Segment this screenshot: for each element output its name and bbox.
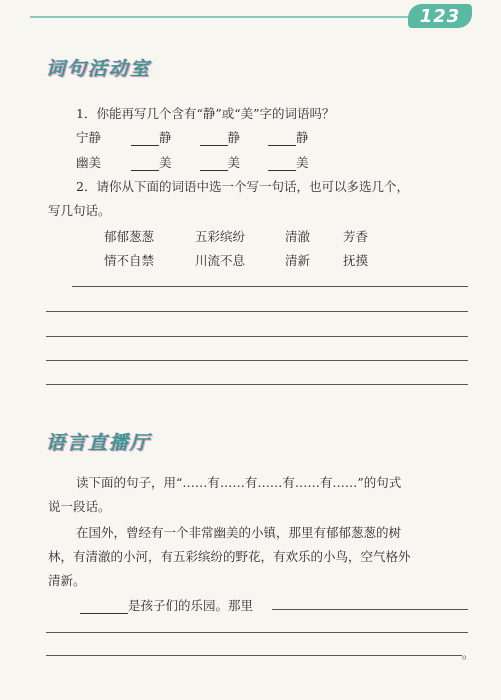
vocab-word: 五彩缤纷: [195, 229, 246, 244]
writing-line[interactable]: [46, 655, 462, 656]
writing-line[interactable]: [46, 632, 468, 633]
place-name-blank[interactable]: [80, 600, 128, 614]
end-period: 。: [462, 646, 475, 661]
answer-blank[interactable]: [200, 157, 228, 171]
section-title-language-broadcast: 语言直播厅: [46, 432, 152, 454]
instruction-line-2: 说一段话。: [48, 499, 111, 514]
vocab-word: 郁郁葱葱: [104, 229, 155, 244]
vocab-word: 抚摸: [343, 253, 369, 268]
fill-row-mei: [76, 153, 309, 171]
blank-suffix: 静: [296, 130, 309, 145]
page-number: 123: [419, 5, 461, 27]
blank-suffix: 静: [159, 130, 172, 145]
answer-blank[interactable]: [131, 132, 159, 146]
example-word: 幽美: [76, 155, 102, 170]
blank-suffix: 美: [159, 155, 172, 170]
example-word: 宁静: [76, 130, 102, 145]
section-title-word-activity: 词句活动室: [46, 58, 152, 80]
question-2-line-2: 写几句话。: [48, 203, 111, 218]
writing-line[interactable]: [72, 286, 468, 287]
vocab-word: 川流不息: [195, 253, 246, 268]
blank-suffix: 静: [227, 130, 241, 145]
writing-line[interactable]: [46, 360, 468, 361]
example-paragraph-line-3: 清新。: [48, 573, 86, 588]
answer-blank[interactable]: [268, 132, 296, 146]
blank-suffix: 美: [296, 155, 309, 170]
answer-blank[interactable]: [131, 157, 159, 171]
writing-line[interactable]: [46, 384, 468, 385]
writing-line[interactable]: [272, 609, 468, 610]
fill-row-jing: [76, 128, 309, 146]
vocab-word: 情不自禁: [104, 253, 155, 268]
example-paragraph-line-1: 在国外，曾经有一个非常幽美的小镇，那里有郁郁葱葱的树: [76, 525, 402, 540]
vocab-word: 清新: [285, 253, 311, 268]
fill-in-sentence: [80, 596, 253, 614]
question-2-line-1: 2．请你从下面的词语中选一个写一句话，也可以多选几个，: [76, 179, 409, 194]
example-paragraph-line-2: 林，有清澈的小河，有五彩缤纷的野花，有欢乐的小鸟，空气格外: [48, 549, 411, 564]
instruction-line-1: 读下面的句子，用“……有……有……有……有……”的句式: [76, 475, 402, 490]
writing-line[interactable]: [46, 311, 468, 312]
vocab-word: 清澈: [285, 229, 311, 244]
answer-blank[interactable]: [268, 157, 296, 171]
page-number-badge: [408, 4, 472, 28]
question-1-text: 1．你能再写几个含有“静”或“美”字的词语吗？: [76, 106, 335, 121]
blank-suffix: 美: [227, 155, 241, 170]
fill-middle-text: 是孩子们的乐园。那里: [128, 598, 254, 613]
header-rule: [30, 16, 408, 18]
vocab-word: 芳香: [343, 229, 369, 244]
answer-blank[interactable]: [200, 132, 228, 146]
writing-line[interactable]: [46, 336, 468, 337]
